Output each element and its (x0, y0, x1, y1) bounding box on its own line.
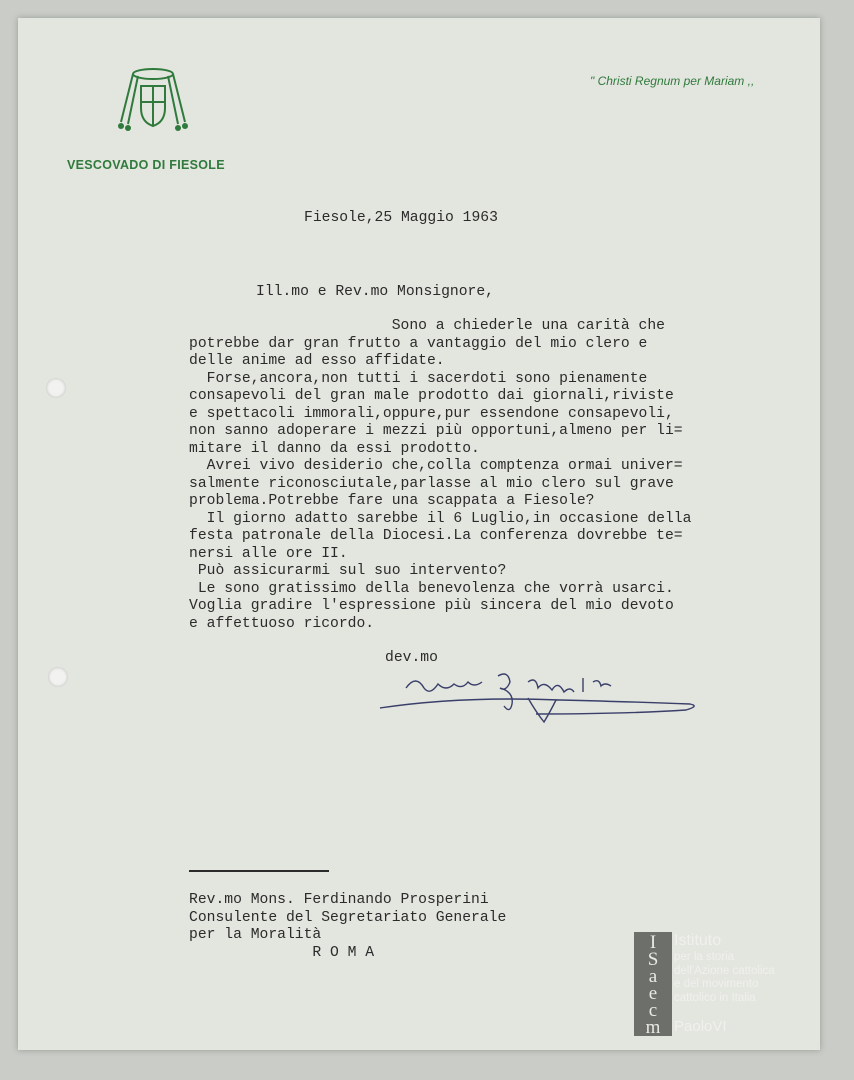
isacem-mark: I S a e c m (634, 932, 672, 1036)
body-line: consapevoli del gran male prodotto dai giornali,riviste (189, 388, 674, 404)
body-line: Voglia gradire l'espressione più sincera del mio devoto (189, 598, 674, 614)
body-line: festa patronale della Diocesi.La conferenza dovrebbe te= (189, 528, 683, 544)
body-line: problema.Potrebbe fare una scappata a Fiesole? (189, 493, 595, 509)
letter-body (189, 318, 691, 633)
body-line: e spettacoli immorali,oppure,pur essendone consapevoli, (189, 405, 674, 422)
letter-salutation: Ill.mo e Rev.mo Monsignore, (256, 284, 494, 300)
body-line: mitare il danno da essi prodotto. (189, 440, 480, 457)
watermark-title: Istituto (674, 932, 722, 949)
body-line: potrebbe dar gran frutto a vantaggio del mio clero e (189, 335, 648, 352)
body-line: Può assicurarmi sul suo intervento? (189, 563, 507, 579)
body-line: Avrei vivo desiderio che,colla comptenza ormai univer= (189, 458, 683, 474)
body-line: nersi alle ore II. (189, 545, 348, 562)
addressee-block (189, 892, 506, 962)
isacem-watermark-logo (634, 932, 784, 1036)
letter-date: Fiesole,25 Maggio 1963 (304, 210, 498, 226)
punch-hole (46, 378, 66, 398)
body-line: e affettuoso ricordo. (189, 615, 375, 632)
addressee-line: Rev.mo Mons. Ferdinando Prosperini (189, 892, 489, 908)
addressee-line: per la Moralità (189, 927, 322, 943)
body-line: Le sono gratissimo della benevolenza che vorrà usarci. (189, 580, 674, 597)
punch-hole (48, 667, 68, 687)
letter-closing: dev.mo (385, 650, 438, 666)
body-line: delle anime ad esso affidate. (189, 353, 445, 369)
body-line: salmente riconosciutale,parlasse al mio clero sul grave (189, 475, 674, 492)
addressee-line: Consulente del Segretariato Generale (189, 909, 507, 926)
addressee-line: R O M A (189, 944, 375, 961)
body-line: Sono a chiederle una carità che (189, 318, 665, 334)
episcopal-crest-icon (116, 62, 190, 142)
watermark-name: PaoloVI (674, 1018, 727, 1035)
watermark-lines: per la storia dell'Azione cattolica e del movimento cattolico in Italia (674, 951, 775, 1004)
divider-line (189, 870, 329, 872)
body-line: Forse,ancora,non tutti i sacerdoti sono pienamente (189, 370, 648, 387)
handwritten-signature (378, 668, 698, 728)
letterhead-motto: " Christi Regnum per Mariam ,, (590, 74, 755, 88)
body-line: Il giorno adatto sarebbe il 6 Luglio,in occasione della (189, 510, 692, 527)
body-line: non sanno adoperare i mezzi più opportuni,almeno per li= (189, 423, 683, 439)
letterhead-institution: VESCOVADO DI FIESOLE (67, 158, 225, 172)
